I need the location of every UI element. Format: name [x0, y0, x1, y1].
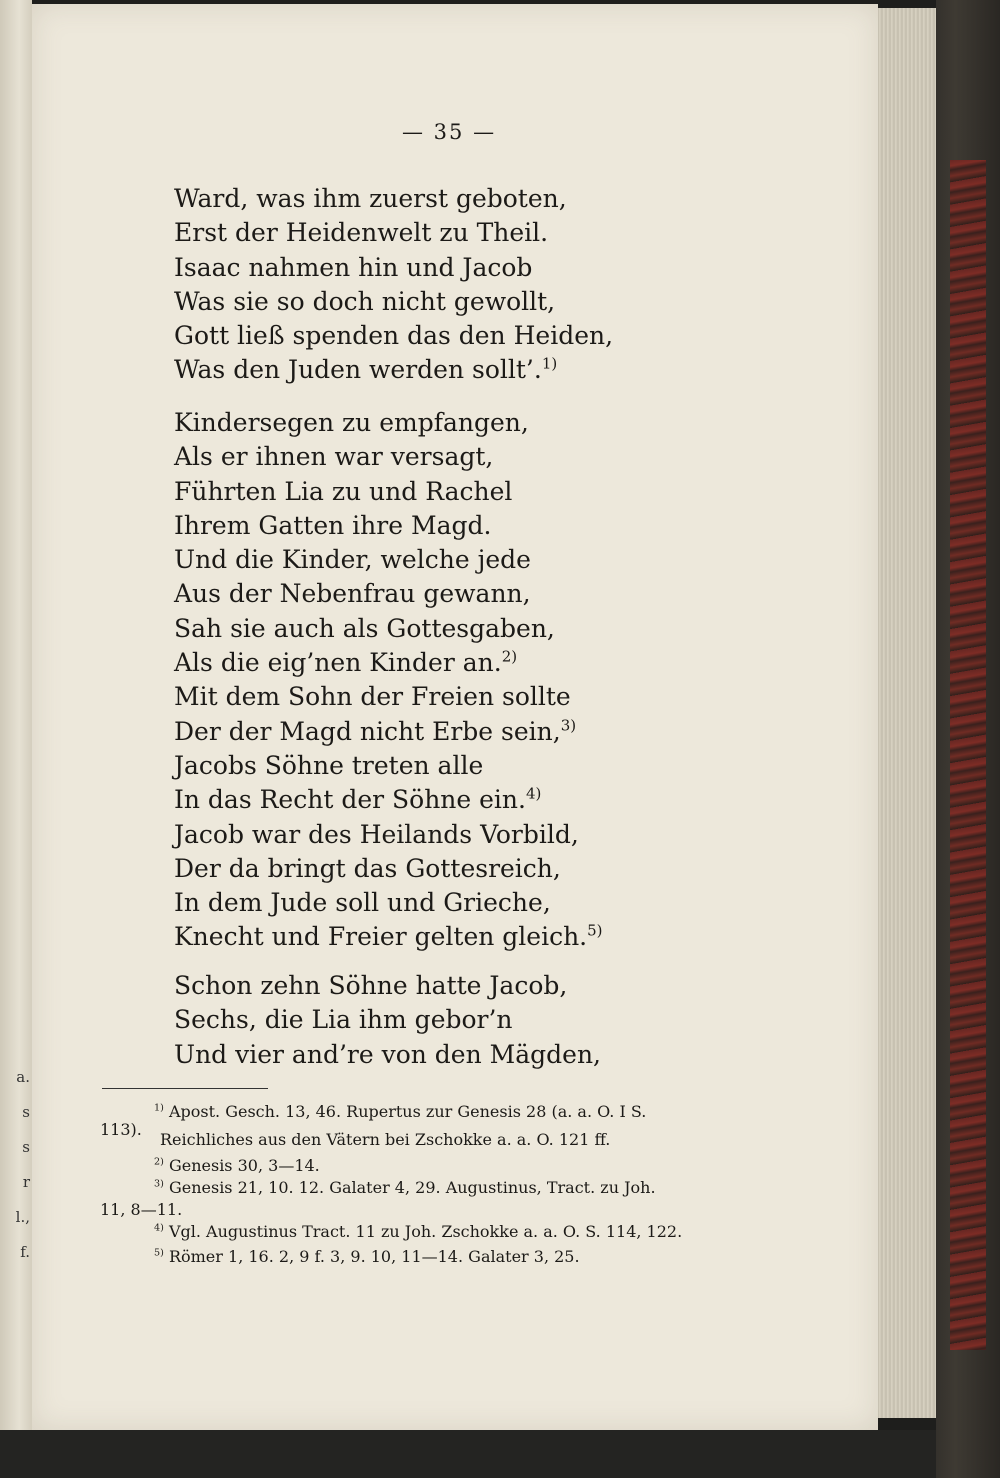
previous-page-margin-text: [0, 1060, 30, 1270]
footnote-reference: 3): [560, 716, 577, 735]
verse-line-text: Der der Magd nicht Erbe sein,: [174, 716, 561, 746]
verse-line: Gott ließ spenden das den Heiden,: [174, 321, 614, 351]
footnote-2: [154, 1156, 320, 1175]
footnote-1-margin: 113).: [100, 1120, 142, 1139]
background-table: [0, 1430, 1000, 1478]
page-number: — 35 —: [402, 120, 497, 144]
verse-line: Der da bringt das Gottesreich,: [174, 853, 561, 883]
margin-mark: s: [22, 1103, 30, 1121]
verse-line-text: Was den Juden werden sollt’.: [174, 355, 542, 385]
footnote-marker: 4): [154, 1222, 164, 1234]
verse-line-with-note: [174, 920, 603, 954]
footnote-reference: 2): [501, 647, 518, 666]
footnote-separator: [102, 1088, 268, 1089]
verse-line: Und die Kinder, welche jede: [174, 545, 531, 575]
margin-mark: l.,: [15, 1208, 30, 1226]
footnote-reference: 5): [587, 922, 603, 941]
verse-line: Sechs, die Lia ihm gebor’n: [174, 1005, 513, 1035]
marbled-cover-edge: [950, 160, 986, 1350]
verse-line: Schon zehn Söhne hatte Jacob,: [174, 971, 568, 1000]
footnote-3: [154, 1178, 656, 1197]
footnote-4: [154, 1222, 682, 1241]
verse-line-text: Als die eig’nen Kinder an.: [174, 648, 502, 678]
verse-line: Aus der Nebenfrau gewann,: [174, 579, 531, 609]
footnote-5: [154, 1247, 580, 1266]
previous-page-edge: [0, 0, 32, 1430]
footnote-marker: 5): [154, 1247, 164, 1259]
verse-line: In dem Jude soll und Grieche,: [174, 888, 551, 918]
footnote-reference: 1): [541, 355, 558, 374]
footnote-text: Genesis 21, 10. 12. Galater 4, 29. Augustinus, Tract. zu Joh.: [168, 1178, 656, 1197]
verse-line: Ihrem Gatten ihre Magd.: [174, 510, 492, 540]
footnote-text: Vgl. Augustinus Tract. 11 zu Joh. Zschokke a. a. O. S. 114, 122.: [168, 1222, 683, 1241]
verse-line: Als er ihnen war versagt,: [174, 442, 494, 472]
verse-line-with-note: [174, 646, 603, 680]
stanza-3: [174, 969, 601, 1072]
footnote-text: Römer 1, 16. 2, 9 f. 3, 9. 10, 11—14. Galater 3, 25.: [168, 1247, 580, 1266]
footnote-1: [154, 1102, 646, 1121]
verse-line-with-note: [174, 715, 603, 749]
verse-line: Führten Lia zu und Rachel: [174, 476, 513, 506]
footnote-marker: 2): [154, 1156, 164, 1168]
verse-line-with-note: [174, 353, 613, 387]
verse-line: Erst der Heidenwelt zu Theil.: [174, 218, 549, 248]
margin-mark: f.: [20, 1243, 30, 1261]
margin-mark: r: [22, 1173, 30, 1191]
margin-mark: a.: [16, 1068, 30, 1086]
footnote-text: Apost. Gesch. 13, 46. Rupertus zur Genesis 28 (a. a. O. I S.: [168, 1102, 647, 1121]
footnote-1-continued: Reichliches aus den Vätern bei Zschokke a. a. O. 121 ff.: [160, 1130, 611, 1149]
verse-line: Kindersegen zu empfangen,: [174, 408, 529, 437]
verse-line-with-note: [174, 783, 603, 817]
verse-line: Jacob war des Heilands Vorbild,: [174, 819, 579, 849]
verse-line: Isaac nahmen hin und Jacob: [174, 252, 533, 282]
book-page-edges: [876, 8, 936, 1418]
footnote-text: Genesis 30, 3—14.: [168, 1156, 320, 1175]
verse-line: Sah sie auch als Gottesgaben,: [174, 613, 555, 643]
book-page: [32, 4, 878, 1430]
footnote-reference: 4): [525, 784, 542, 803]
verse-line: Mit dem Sohn der Freien sollte: [174, 682, 571, 712]
stanza-1: [174, 182, 613, 388]
stanza-2: [174, 406, 603, 955]
footnote-3-margin: 11, 8—11.: [100, 1200, 183, 1219]
footnote-marker: 1): [154, 1102, 164, 1114]
verse-line: Jacobs Söhne treten alle: [174, 750, 484, 780]
footnote-marker: 3): [154, 1178, 164, 1190]
verse-line: Was sie so doch nicht gewollt,: [174, 286, 556, 316]
verse-line-text: Knecht und Freier gelten gleich.: [174, 922, 588, 952]
verse-line: Ward, was ihm zuerst geboten,: [174, 184, 567, 213]
verse-line-text: In das Recht der Söhne ein.: [174, 785, 526, 815]
verse-line: Und vier and’re von den Mägden,: [174, 1039, 602, 1069]
margin-mark: s: [22, 1138, 30, 1156]
